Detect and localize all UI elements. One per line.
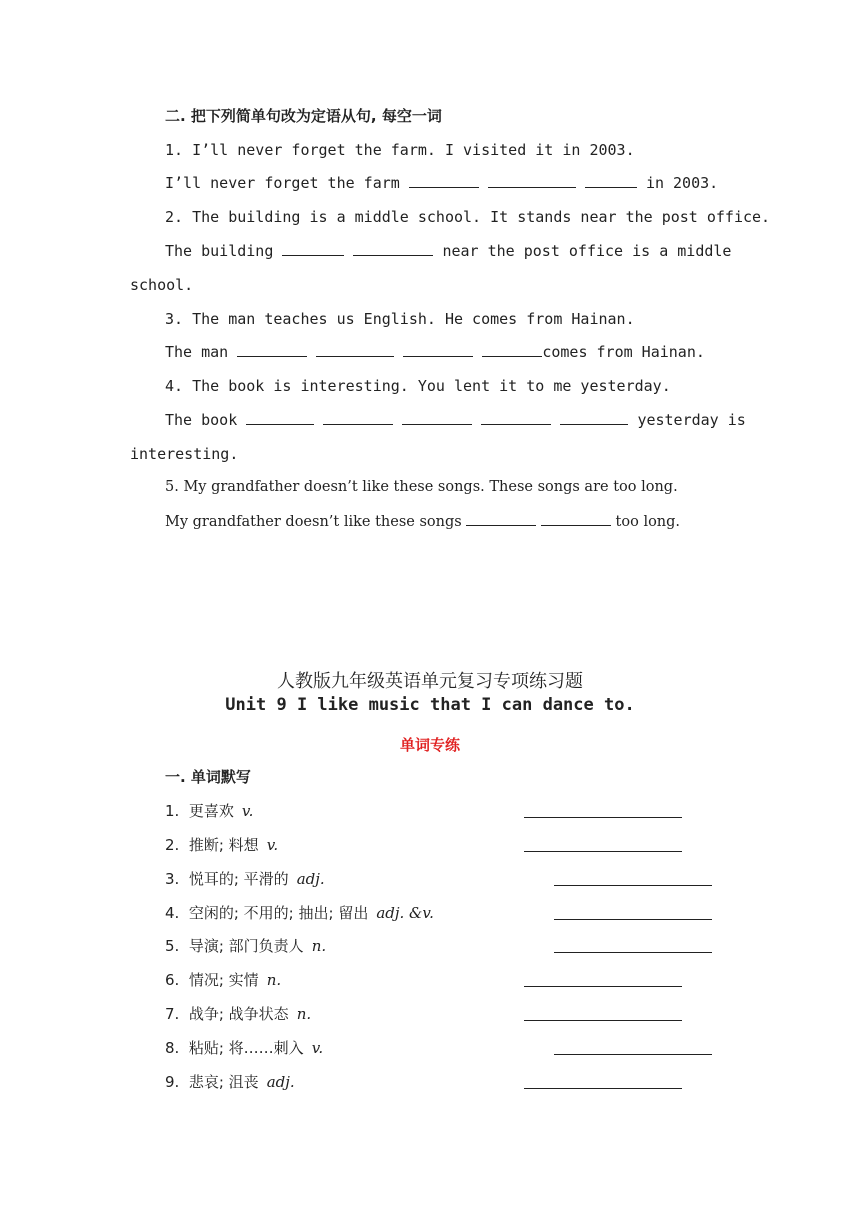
q4-blank-3[interactable] bbox=[402, 410, 472, 425]
q3-suffix: comes from Hainan. bbox=[542, 343, 705, 361]
vocab-item-7 bbox=[165, 1004, 311, 1024]
vocab-item-9 bbox=[165, 1072, 295, 1092]
vocab-item-8 bbox=[165, 1038, 323, 1058]
vocab-pos: n. bbox=[296, 1005, 312, 1023]
vocab-pos: n. bbox=[311, 937, 327, 955]
q2-suffix: near the post office is a middle bbox=[442, 242, 732, 260]
q4-prefix: The book bbox=[165, 411, 238, 429]
vocab-num: 6. bbox=[165, 971, 180, 989]
vocab-item-1 bbox=[165, 801, 253, 821]
vocab-meaning: 战争; 战争状态 bbox=[188, 1005, 289, 1023]
vocab-meaning: 情况; 实情 bbox=[188, 971, 259, 989]
vocab-num: 8. bbox=[165, 1039, 180, 1057]
q4-rewrite bbox=[165, 410, 746, 430]
q1-original: 1. I’ll never forget the farm. I visited it in 2003. bbox=[165, 141, 635, 159]
section1-heading: 一. 单词默写 bbox=[165, 768, 251, 786]
worksheet-title-en: Unit 9 I like music that I can dance to. bbox=[225, 695, 635, 715]
q2-continuation: school. bbox=[130, 276, 194, 294]
vocab-pos: n. bbox=[266, 971, 282, 989]
vocab-answer-line-6[interactable] bbox=[524, 986, 682, 987]
q4-blank-4[interactable] bbox=[481, 410, 551, 425]
q3-prefix: The man bbox=[165, 343, 229, 361]
vocab-pos: adj. &v. bbox=[376, 904, 434, 922]
vocab-meaning: 悦耳的; 平滑的 bbox=[188, 870, 289, 888]
q5-prefix: My grandfather doesn’t like these songs bbox=[165, 514, 462, 530]
vocab-meaning: 空闲的; 不用的; 抽出; 留出 bbox=[188, 904, 369, 922]
vocab-pos: adj. bbox=[296, 870, 325, 888]
vocab-num: 9. bbox=[165, 1073, 180, 1091]
vocab-item-2 bbox=[165, 835, 278, 855]
section2-heading: 二. 把下列简单句改为定语从句, 每空一词 bbox=[165, 107, 442, 125]
vocab-num: 4. bbox=[165, 904, 180, 922]
vocab-meaning: 悲哀; 沮丧 bbox=[188, 1073, 259, 1091]
q2-blank-1[interactable] bbox=[282, 241, 344, 256]
q4-continuation: interesting. bbox=[130, 445, 239, 463]
vocab-answer-line-8[interactable] bbox=[554, 1054, 712, 1055]
vocab-answer-line-5[interactable] bbox=[554, 952, 712, 953]
vocab-answer-line-3[interactable] bbox=[554, 885, 712, 886]
q5-suffix: too long. bbox=[615, 514, 681, 530]
vocab-num: 5. bbox=[165, 937, 180, 955]
vocab-answer-line-9[interactable] bbox=[524, 1088, 682, 1089]
vocab-meaning: 粘贴; 将……刺入 bbox=[188, 1039, 304, 1057]
q5-original: 5. My grandfather doesn’t like these songs. These songs are too long. bbox=[165, 479, 678, 495]
q5-blank-1[interactable] bbox=[466, 511, 536, 526]
q4-blank-2[interactable] bbox=[323, 410, 393, 425]
vocab-pos: v. bbox=[241, 802, 254, 820]
q3-blank-1[interactable] bbox=[237, 342, 307, 357]
vocab-answer-line-2[interactable] bbox=[524, 851, 682, 852]
q4-blank-1[interactable] bbox=[246, 410, 314, 425]
vocab-answer-line-7[interactable] bbox=[524, 1020, 682, 1021]
vocab-meaning: 推断; 料想 bbox=[188, 836, 259, 854]
q2-prefix: The building bbox=[165, 242, 274, 260]
vocab-pos: v. bbox=[311, 1039, 324, 1057]
vocab-num: 7. bbox=[165, 1005, 180, 1023]
q5-blank-2[interactable] bbox=[541, 511, 611, 526]
q3-rewrite bbox=[165, 342, 705, 362]
q1-suffix: in 2003. bbox=[645, 174, 719, 192]
vocab-pos: adj. bbox=[266, 1073, 295, 1091]
worksheet-title-cn: 人教版九年级英语单元复习专项练习题 bbox=[277, 671, 583, 692]
q1-prefix: I’ll never forget the farm bbox=[165, 174, 400, 192]
q1-blank-2[interactable] bbox=[488, 173, 576, 188]
q4-suffix: yesterday is bbox=[637, 411, 746, 429]
q4-original: 4. The book is interesting. You lent it to me yesterday. bbox=[165, 377, 671, 395]
q4-blank-5[interactable] bbox=[560, 410, 628, 425]
worksheet-subtitle: 单词专练 bbox=[399, 736, 460, 754]
q2-original: 2. The building is a middle school. It stands near the post office. bbox=[165, 208, 771, 226]
vocab-num: 2. bbox=[165, 836, 180, 854]
q1-rewrite bbox=[165, 173, 718, 193]
q5-rewrite bbox=[165, 511, 680, 532]
q3-blank-4[interactable] bbox=[482, 342, 542, 357]
vocab-meaning: 更喜欢 bbox=[188, 802, 234, 820]
q3-blank-2[interactable] bbox=[316, 342, 394, 357]
vocab-item-3 bbox=[165, 869, 325, 889]
vocab-item-6 bbox=[165, 970, 281, 990]
q2-blank-2[interactable] bbox=[353, 241, 433, 256]
vocab-num: 1. bbox=[165, 802, 180, 820]
vocab-answer-line-4[interactable] bbox=[554, 919, 712, 920]
vocab-pos: v. bbox=[266, 836, 279, 854]
vocab-item-5 bbox=[165, 936, 326, 956]
vocab-item-4 bbox=[165, 903, 434, 923]
q3-original: 3. The man teaches us English. He comes from Hainan. bbox=[165, 310, 635, 328]
q1-blank-3[interactable] bbox=[585, 173, 637, 188]
vocab-meaning: 导演; 部门负责人 bbox=[188, 937, 304, 955]
q2-rewrite bbox=[165, 241, 730, 261]
q1-blank-1[interactable] bbox=[409, 173, 479, 188]
vocab-num: 3. bbox=[165, 870, 180, 888]
q3-blank-3[interactable] bbox=[403, 342, 473, 357]
vocab-answer-line-1[interactable] bbox=[524, 817, 682, 818]
